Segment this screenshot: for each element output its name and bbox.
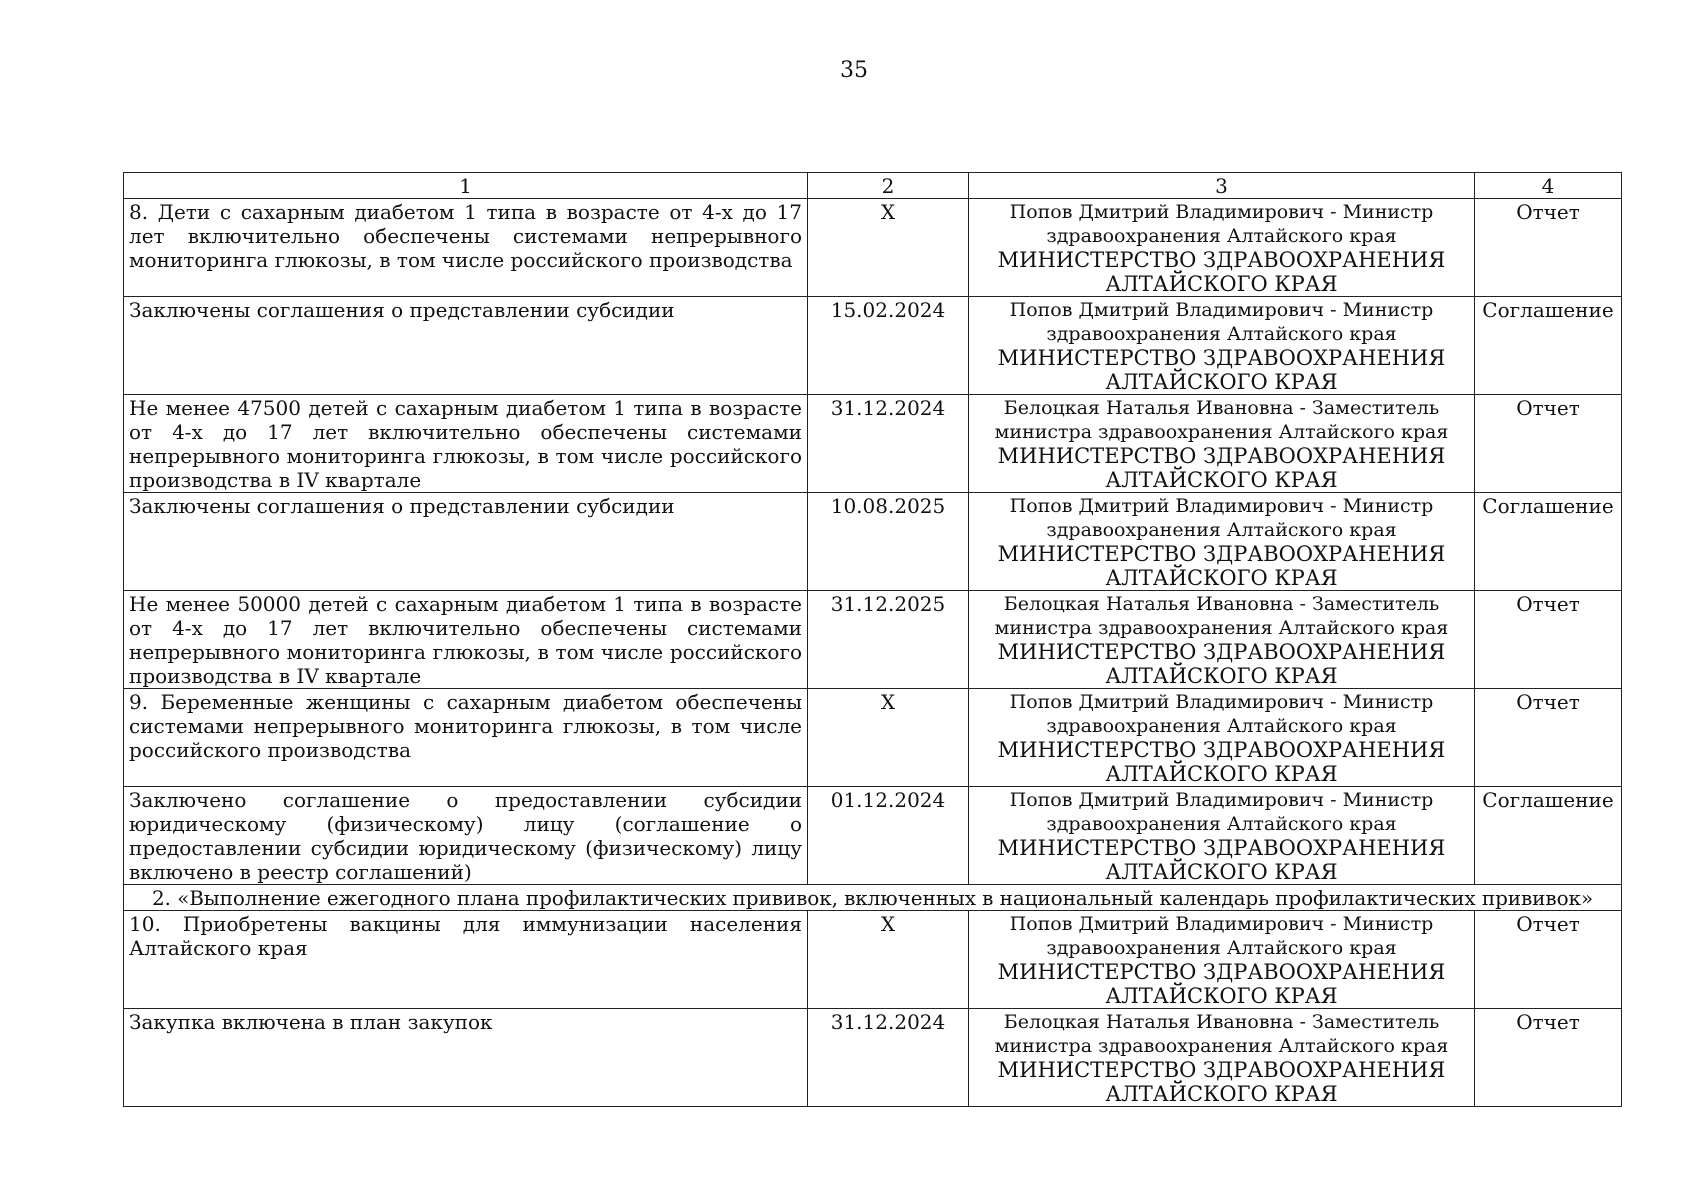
responsible-person: Белоцкая Наталья Ивановна - Заместитель министра здравоохранения Алтайского края (994, 593, 1449, 639)
deadline-date: Х (808, 199, 969, 297)
column-number-1: 1 (124, 173, 808, 199)
result-description: 9. Беременные женщины с сахарным диабетом обеспечены системами непрерывного мониторинга глюкозы, в том числе российского производства (124, 689, 808, 787)
table-row (124, 787, 1622, 885)
document-type: Отчет (1475, 395, 1622, 493)
responsible-person: Попов Дмитрий Владимирович - Министр здравоохранения Алтайского края (1009, 495, 1434, 541)
responsible-person: Попов Дмитрий Владимирович - Министр здравоохранения Алтайского края (1009, 201, 1434, 247)
document-type: Отчет (1475, 1009, 1622, 1107)
table-row (124, 297, 1622, 395)
column-number-4: 4 (1475, 173, 1622, 199)
responsible-organization: МИНИСТЕРСТВО ЗДРАВООХРАНЕНИЯ АЛТАЙСКОГО КРАЯ (997, 248, 1446, 296)
responsible-person: Попов Дмитрий Владимирович - Министр здравоохранения Алтайского края (1009, 691, 1434, 737)
document-type: Отчет (1475, 591, 1622, 689)
table-row (124, 395, 1622, 493)
responsible-organization: МИНИСТЕРСТВО ЗДРАВООХРАНЕНИЯ АЛТАЙСКОГО КРАЯ (997, 1058, 1446, 1106)
document-type: Соглашение (1475, 493, 1622, 591)
responsible-organization: МИНИСТЕРСТВО ЗДРАВООХРАНЕНИЯ АЛТАЙСКОГО КРАЯ (997, 836, 1446, 884)
result-description: Закупка включена в план закупок (124, 1009, 808, 1107)
responsible-person: Попов Дмитрий Владимирович - Министр здравоохранения Алтайского края (1009, 789, 1434, 835)
responsible-cell (969, 1009, 1475, 1107)
responsible-person: Попов Дмитрий Владимирович - Министр здравоохранения Алтайского края (1009, 299, 1434, 345)
plan-table (123, 172, 1622, 1107)
result-description: 10. Приобретены вакцины для иммунизации населения Алтайского края (124, 911, 808, 1009)
responsible-person: Попов Дмитрий Владимирович - Министр здравоохранения Алтайского края (1009, 913, 1434, 959)
table-row (124, 911, 1622, 1009)
document-type: Отчет (1475, 911, 1622, 1009)
responsible-organization: МИНИСТЕРСТВО ЗДРАВООХРАНЕНИЯ АЛТАЙСКОГО КРАЯ (997, 738, 1446, 786)
responsible-organization: МИНИСТЕРСТВО ЗДРАВООХРАНЕНИЯ АЛТАЙСКОГО КРАЯ (997, 346, 1446, 394)
result-description: Заключено соглашение о предоставлении субсидии юридическому (физическому) лицу (соглашение о предоставлении субсидии юридическому (физическому) лицу включено в реестр соглашений) (124, 787, 808, 885)
responsible-organization: МИНИСТЕРСТВО ЗДРАВООХРАНЕНИЯ АЛТАЙСКОГО КРАЯ (997, 444, 1446, 492)
responsible-cell (969, 591, 1475, 689)
responsible-person: Белоцкая Наталья Ивановна - Заместитель министра здравоохранения Алтайского края (994, 397, 1449, 443)
column-number-3: 3 (969, 173, 1475, 199)
responsible-cell (969, 493, 1475, 591)
deadline-date: 31.12.2024 (808, 1009, 969, 1107)
table-row (124, 493, 1622, 591)
table-row (124, 199, 1622, 297)
result-description: Заключены соглашения о представлении субсидии (124, 297, 808, 395)
result-description: Не менее 50000 детей с сахарным диабетом 1 типа в возрасте от 4-х до 17 лет включительно обеспечены системами непрерывного мониторинга глюкозы, в том числе российского производства в IV квартале (124, 591, 808, 689)
responsible-organization: МИНИСТЕРСТВО ЗДРАВООХРАНЕНИЯ АЛТАЙСКОГО КРАЯ (997, 640, 1446, 688)
table-row (124, 689, 1622, 787)
deadline-date: 01.12.2024 (808, 787, 969, 885)
result-description: Не менее 47500 детей с сахарным диабетом 1 типа в возрасте от 4-х до 17 лет включительно обеспечены системами непрерывного мониторинга глюкозы, в том числе российского производства в IV квартале (124, 395, 808, 493)
responsible-organization: МИНИСТЕРСТВО ЗДРАВООХРАНЕНИЯ АЛТАЙСКОГО КРАЯ (997, 960, 1446, 1008)
responsible-cell (969, 395, 1475, 493)
responsible-organization: МИНИСТЕРСТВО ЗДРАВООХРАНЕНИЯ АЛТАЙСКОГО КРАЯ (997, 542, 1446, 590)
deadline-date: 15.02.2024 (808, 297, 969, 395)
deadline-date: Х (808, 911, 969, 1009)
deadline-date: 31.12.2025 (808, 591, 969, 689)
deadline-date: Х (808, 689, 969, 787)
result-description: 8. Дети с сахарным диабетом 1 типа в возрасте от 4-х до 17 лет включительно обеспечены системами непрерывного мониторинга глюкозы, в том числе российского производства (124, 199, 808, 297)
column-number-row (124, 173, 1622, 199)
column-number-2: 2 (808, 173, 969, 199)
section-title: 2. «Выполнение ежегодного плана профилактических прививок, включенных в национальный календарь профилактических прививок» (124, 885, 1622, 911)
responsible-cell (969, 787, 1475, 885)
table-row (124, 591, 1622, 689)
deadline-date: 10.08.2025 (808, 493, 969, 591)
responsible-cell (969, 297, 1475, 395)
document-type: Отчет (1475, 689, 1622, 787)
section-row (124, 885, 1622, 911)
responsible-cell (969, 199, 1475, 297)
responsible-person: Белоцкая Наталья Ивановна - Заместитель министра здравоохранения Алтайского края (994, 1011, 1449, 1057)
document-type: Отчет (1475, 199, 1622, 297)
responsible-cell (969, 689, 1475, 787)
deadline-date: 31.12.2024 (808, 395, 969, 493)
document-type: Соглашение (1475, 297, 1622, 395)
responsible-cell (969, 911, 1475, 1009)
document-type: Соглашение (1475, 787, 1622, 885)
table-row (124, 1009, 1622, 1107)
result-description: Заключены соглашения о представлении субсидии (124, 493, 808, 591)
page-number: 35 (840, 58, 868, 83)
